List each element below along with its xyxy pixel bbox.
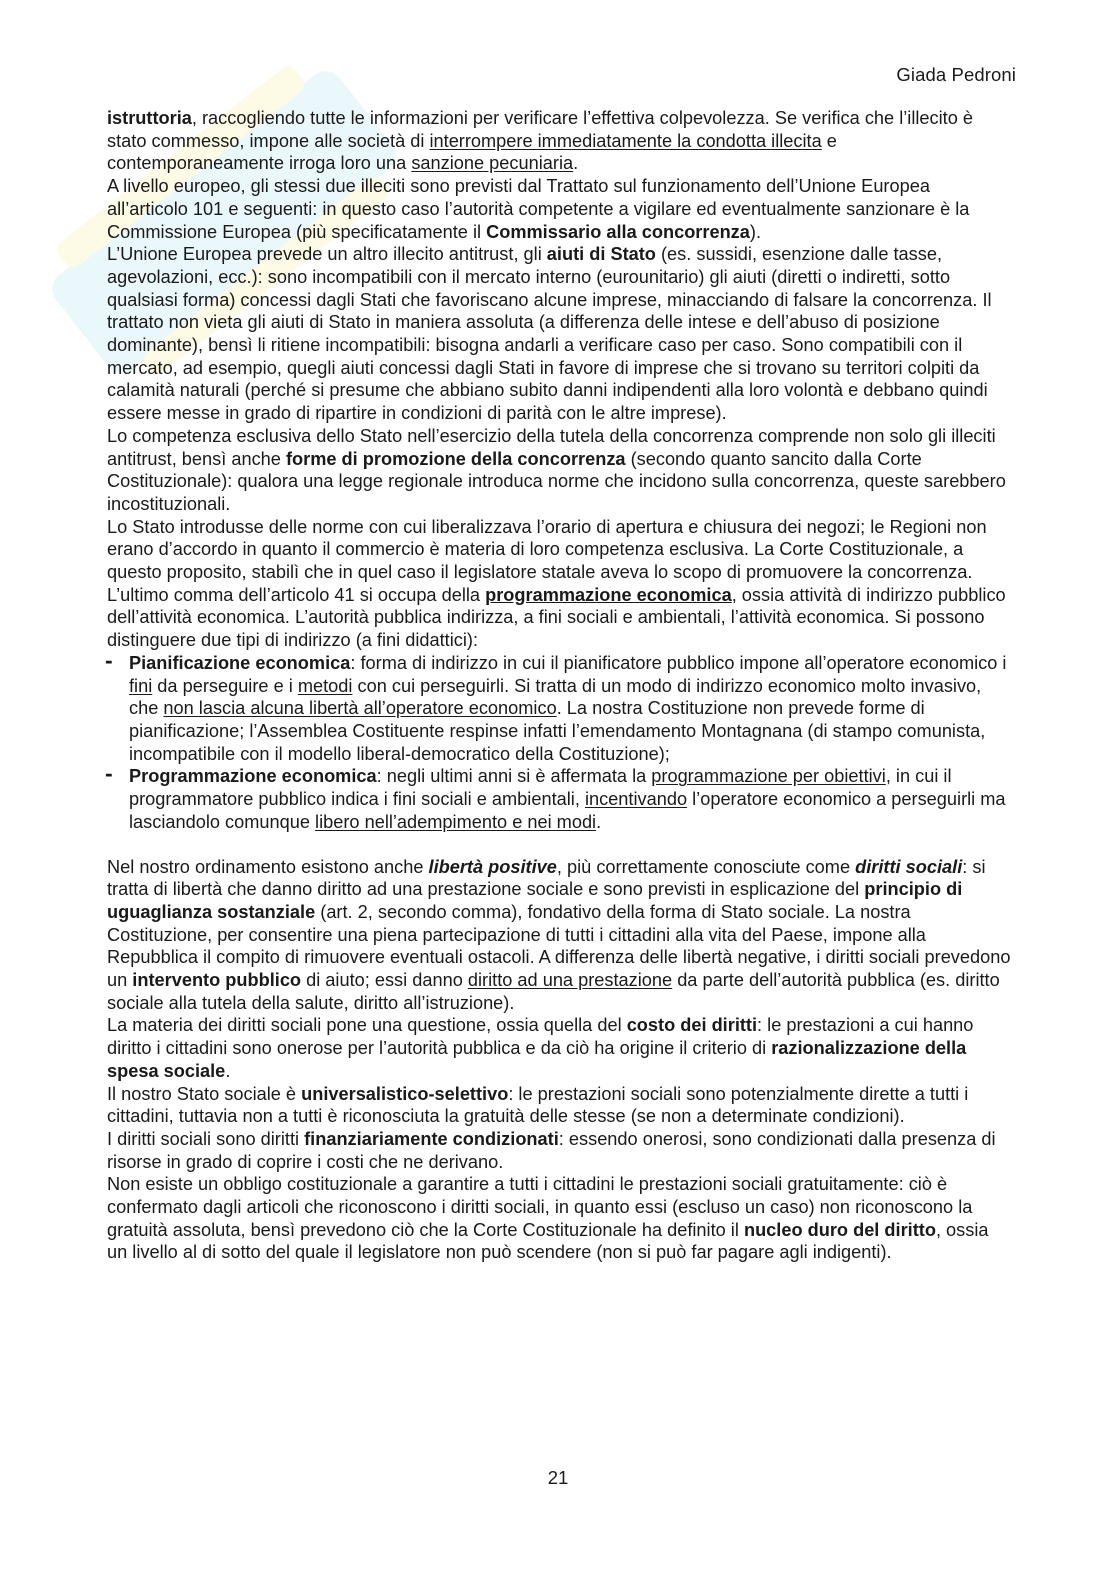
emphasis-text: nucleo duro del diritto — [743, 1219, 936, 1240]
text-run: . — [596, 811, 602, 832]
emphasis-text: costo dei diritti — [626, 1015, 758, 1036]
paragraph — [107, 1083, 1012, 1128]
text-run: ). — [749, 221, 762, 242]
text-run: , più correttamente conosciute come — [556, 856, 856, 877]
text-run: Nel nostro ordinamento esistono anche — [107, 856, 429, 877]
text-run: : le prestazioni a cui hanno diritto i cittadini sono onerose per l’autorità pubblica e da ciò ha origine il criterio di — [107, 1015, 974, 1059]
text-run: (art. 2, secondo comma), fondativo della forma di Stato sociale. La nostra Costituzione, per consentire una piena partecipazione di tutti i cittadini alla vita del Paese, impone alla Repubblica il compito di rimuovere eventuali ostacoli. A differenza delle libertà negative, i diritti sociali prevedono un — [107, 901, 1011, 991]
dash-list — [107, 652, 1012, 834]
text-run: L’Unione Europea prevede un altro illecito antitrust, gli — [107, 244, 547, 265]
text-run: La materia dei diritti sociali pone una questione, ossia quella del — [107, 1015, 627, 1036]
text-run: , raccogliendo tutte le informazioni per verificare l’effettiva colpevolezza. Se verifica che l’illecito è stato commesso, impone alle società di — [107, 108, 973, 151]
text-run: l’operatore economico a perseguirli ma lasciandolo comunque — [129, 789, 1006, 832]
text-run: , ossia un livello al di sotto del quale il legislatore non può scendere (non si può far pagare agli indigenti). — [107, 1219, 989, 1263]
text-run: da parte dell’autorità pubblica (es. diritto sociale alla tutela della salute, diritto all’istruzione). — [107, 970, 1000, 1013]
text-run: Lo competenza esclusiva dello Stato nell’esercizio della tutela della concorrenza comprende non solo gli illeciti antitrust, bensì anche — [107, 425, 996, 469]
paragraph — [107, 516, 1012, 584]
emphasis-text: principio di uguaglianza sostanziale — [107, 879, 963, 922]
paragraph — [107, 1014, 1012, 1082]
text-run: L’ultimo comma dell’articolo 41 si occupa della — [107, 584, 486, 605]
emphasis-text: metodi — [297, 675, 353, 696]
text-run: . — [225, 1060, 231, 1081]
emphasis-text: libertà positive — [428, 856, 557, 877]
emphasis-text: razionalizzazione della spesa sociale — [107, 1038, 967, 1081]
text-run: : forma di indirizzo in cui il pianificatore pubblico impone all’operatore economico i — [350, 652, 1007, 673]
emphasis-text: Pianificazione economica — [129, 652, 351, 673]
text-run: con cui perseguirli. Si tratta di un modo di indirizzo economico molto invasivo, che — [129, 675, 982, 719]
emphasis-text: forme di promozione della concorrenza — [285, 448, 626, 469]
paragraph — [107, 1128, 1012, 1173]
emphasis-text: non lascia alcuna libertà all’operatore economico — [163, 698, 557, 719]
text-run: . La nostra Costituzione non prevede forme di pianificazione; l’Assemblea Costituente respinse infatti l’emendamento Montagnana (di stampo comunista, incompatibile con il modello liberal-democratico della Costituzione); — [129, 698, 986, 764]
text-run: di aiuto; essi danno — [301, 970, 468, 991]
list-item — [107, 652, 1012, 766]
text-run: Non esiste un obbligo costituzionale a garantire a tutti i cittadini le prestazioni sociali gratuitamente: ciò è confermato dagli articoli che riconoscono i diritti sociali, in quanto essi (escluso un caso) non riconoscono la gratuità assoluta, bensì prevedono ciò che la Corte Costituzionale ha definito il — [107, 1174, 973, 1240]
text-run: , ossia attività di indirizzo pubblico dell’attività economica. L’autorità pubblica indirizza, a fini sociali e ambientali, l’attività economica. Si possono distinguere due tipi di indirizzo (a fini didattici): — [107, 584, 1006, 651]
text-run: A livello europeo, gli stessi due illeciti sono previsti dal Trattato sul funzionamento dell’Unione Europea all’articolo 101 e seguenti: in questo caso l’autorità competente a vigilare ed eventualmente sanzionare è la Commissione Europea (più specificatamente il — [107, 176, 970, 242]
text-run: : si tratta di libertà che danno diritto ad una prestazione sociale e sono previsti in esplicazione del — [107, 856, 986, 900]
page-number: 21 — [547, 1467, 569, 1488]
emphasis-text: libero nell’adempimento e nei modi — [315, 811, 597, 832]
emphasis-text: Commissario alla concorrenza — [486, 221, 750, 242]
text-run: (secondo quanto sancito dalla Corte Costituzionale): qualora una legge regionale introduca norme che incidono sulla concorrenza, queste sarebbero incostituzionali. — [107, 448, 1006, 514]
paragraph — [107, 584, 1012, 652]
text-run: . — [573, 153, 579, 174]
section-gap — [107, 834, 1012, 856]
text-run: Il nostro Stato sociale è — [107, 1083, 302, 1104]
paragraph — [107, 425, 1012, 516]
text-run: e contemporaneamente irroga loro una — [107, 130, 837, 174]
emphasis-text: interrompere immediatamente la condotta illecita — [429, 130, 822, 151]
emphasis-text: finanziariamente condizionati — [304, 1128, 559, 1149]
emphasis-text: programmazione per obiettivi — [651, 766, 886, 787]
emphasis-text: diritti sociali — [855, 856, 963, 877]
text-run: I diritti sociali sono diritti — [107, 1128, 305, 1149]
header-author: Giada Pedroni — [896, 64, 1016, 85]
paragraph-group-2 — [107, 856, 1012, 1265]
text-run: Lo Stato introdusse delle norme con cui liberalizzava l’orario di apertura e chiusura dei negozi; le Regioni non erano d’accordo in quanto il commercio è materia di loro competenza esclusiva. La Corte Costituzionale, a questo proposito, stabilì che in quel caso il legislatore statale aveva lo scopo di promuovere la concorrenza. — [107, 516, 987, 583]
emphasis-text: universalistico-selettivo — [301, 1083, 509, 1104]
paragraph — [107, 107, 1012, 175]
emphasis-text: incentivando — [584, 789, 688, 810]
text-run: da perseguire e i — [152, 675, 298, 696]
emphasis-text: diritto ad una prestazione — [467, 970, 673, 991]
text-run: : negli ultimi anni si è affermata la — [376, 766, 652, 787]
paragraph — [107, 175, 1012, 243]
text-run: : le prestazioni sociali sono potenzialmente dirette a tutti i cittadini, tuttavia non a tutti è riconosciuta la gratuità delle stesse (se non a determinate condizioni). — [107, 1083, 969, 1127]
text-run: (es. sussidi, esenzione dalle tasse, agevolazioni, ecc.): sono incompatibili con il mercato interno (eurounitario) gli aiuti (diretti o indiretti, sotto qualsiasi forma) concessi dagli Stati che favoriscano alcune imprese, minacciando di falsare la concorrenza. Il trattato non vieta gli aiuti di Stato in maniera assoluta (a differenza delle intese e dell’abuso di posizione dominante), bensì li ritiene incompatibili: bisogna andarli a verificare caso per caso. Sono compatibili con il mercato, ad esempio, quegli aiuti concessi dagli Stati in favore di imprese che si trovano su territori colpiti da calamità naturali (perché si presume che abbiano subito danni indipendenti alla loro volontà e debbano quindi essere messe in grado di ripartire in condizioni di parità con le altre imprese). — [107, 244, 992, 424]
emphasis-text: istruttoria — [107, 108, 192, 128]
emphasis-text: aiuti di Stato — [546, 244, 656, 265]
emphasis-text: sanzione pecuniaria — [411, 153, 574, 174]
document-body — [107, 107, 1012, 1264]
emphasis-text: intervento pubblico — [132, 970, 302, 991]
paragraph — [107, 243, 1012, 425]
emphasis-text: fini — [129, 675, 153, 696]
paragraph-group-1 — [107, 107, 1012, 652]
emphasis-text: programmazione economica — [485, 584, 732, 605]
emphasis-text: Programmazione economica — [129, 766, 377, 787]
paragraph — [107, 1173, 1012, 1264]
paragraph — [107, 856, 1012, 1015]
text-run: , in cui il programmatore pubblico indica i fini sociali e ambientali, — [129, 766, 952, 810]
text-run: : essendo onerosi, sono condizionati dalla presenza di risorse in grado di coprire i costi che ne derivano. — [107, 1128, 996, 1172]
list-item — [107, 765, 1012, 833]
